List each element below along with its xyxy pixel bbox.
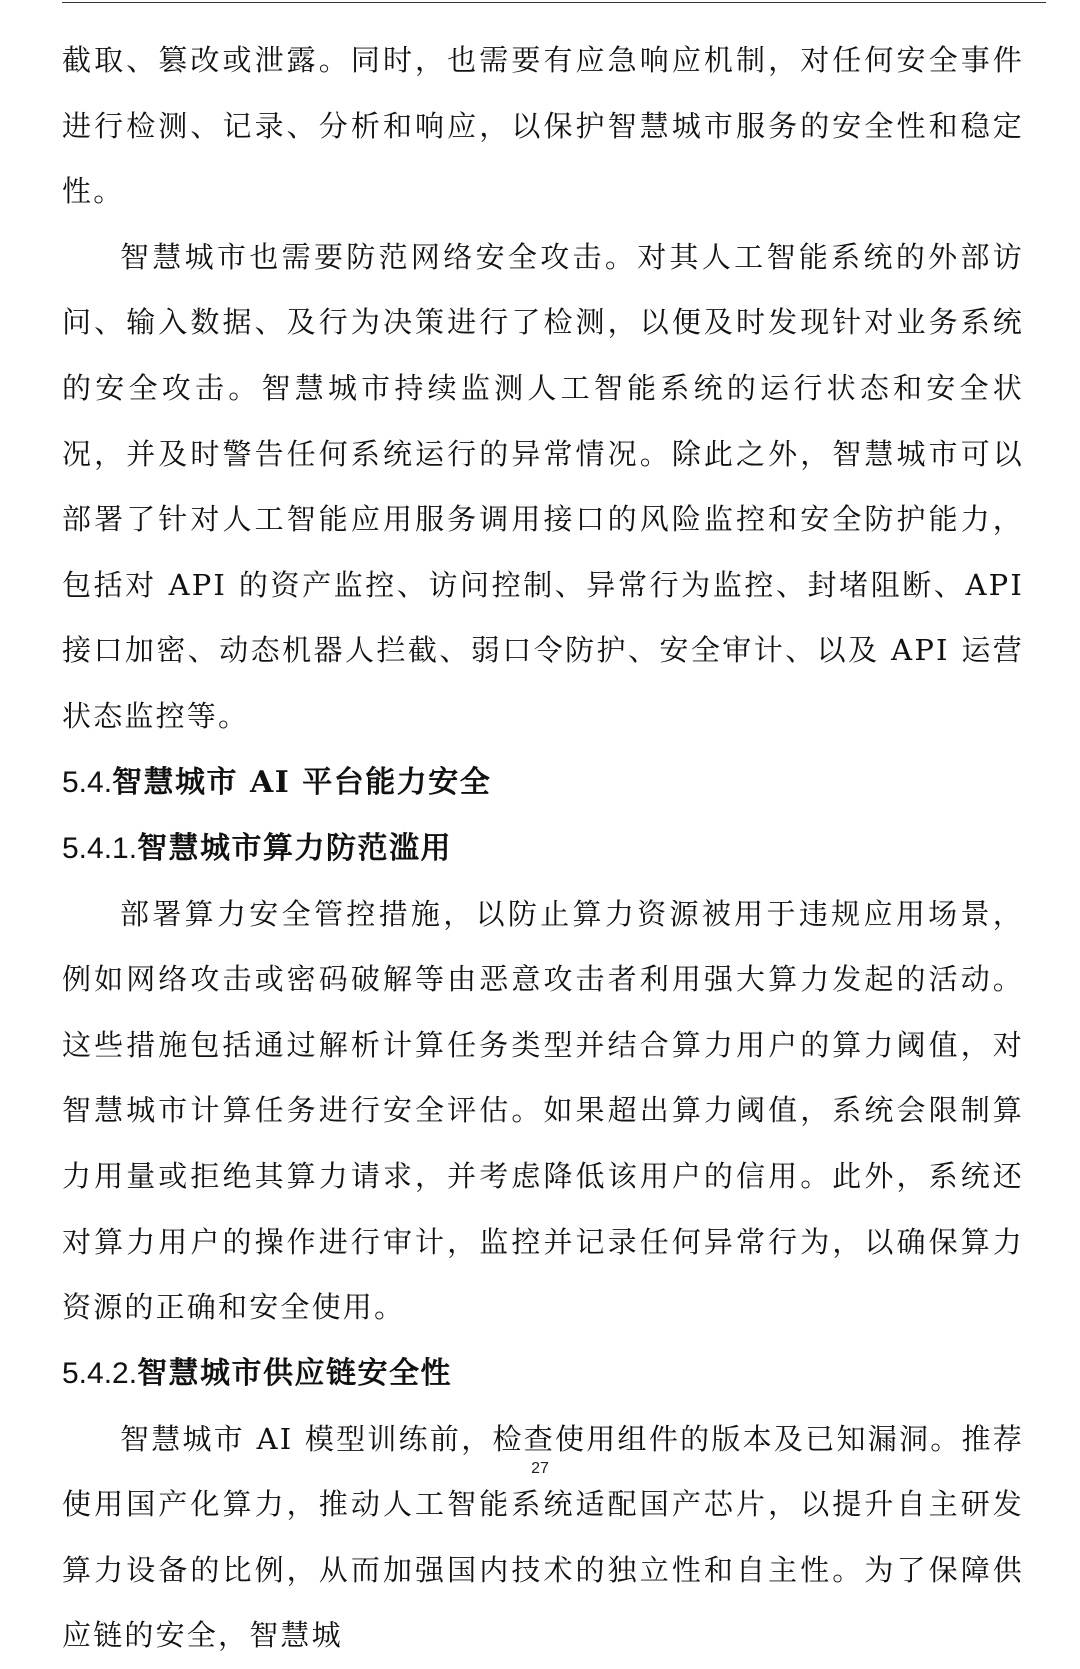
paragraph-supply-chain: 智慧城市 AI 模型训练前，检查使用组件的版本及已知漏洞。推荐使用国产化算力，推动人工智能系统适配国产芯片，以提升自主研发算力设备的比例，从而加强国内技术的独立性和自主性。为了保障供应链的安全，智慧城	[62, 1421, 1024, 1653]
paragraph-continuation: 截取、篡改或泄露。同时，也需要有应急响应机制，对任何安全事件进行检测、记录、分析和响应，以保护智慧城市服务的安全性和稳定性。	[62, 43, 1024, 209]
paragraph-compute-abuse: 部署算力安全管控措施，以防止算力资源被用于违规应用场景，例如网络攻击或密码破解等由恶意攻击者利用强大算力发起的活动。这些措施包括通过解析计算任务类型并结合算力用户的算力阈值，对智慧城市计算任务进行安全评估。如果超出算力阈值，系统会限制算力用量或拒绝其算力请求，并考虑降低该用户的信用。此外，系统还对算力用户的操作进行审计，监控并记录任何异常行为，以确保算力资源的正确和安全使用。	[62, 896, 1024, 1325]
heading-number: 5.4.	[62, 765, 113, 799]
heading-title: 智慧城市供应链安全性	[137, 1355, 453, 1391]
heading-title: 智慧城市算力防范滥用	[137, 830, 453, 866]
heading-title: 智慧城市 AI 平台能力安全	[112, 764, 492, 800]
heading-5-4-2	[62, 1341, 1024, 1407]
page-number: 27	[531, 1460, 549, 1477]
heading-5-4-1	[62, 816, 1024, 882]
paragraph-network-security: 智慧城市也需要防范网络安全攻击。对其人工智能系统的外部访问、输入数据、及行为决策进行了检测，以便及时发现针对业务系统的安全攻击。智慧城市持续监测人工智能系统的运行状态和安全状况，并及时警告任何系统运行的异常情况。除此之外，智慧城市可以部署了针对人工智能应用服务调用接口的风险监控和安全防护能力，包括对 API 的资产监控、访问控制、异常行为监控、封堵阻断、API 接口加密、动态机器人拦截、弱口令防护、安全审计、以及 API 运营状态监控等。	[62, 239, 1024, 733]
heading-number: 5.4.1.	[62, 831, 138, 865]
header-rule	[62, 2, 1046, 3]
heading-number: 5.4.2.	[62, 1356, 138, 1390]
page-body	[62, 28, 1024, 1669]
heading-5-4	[62, 750, 1024, 816]
